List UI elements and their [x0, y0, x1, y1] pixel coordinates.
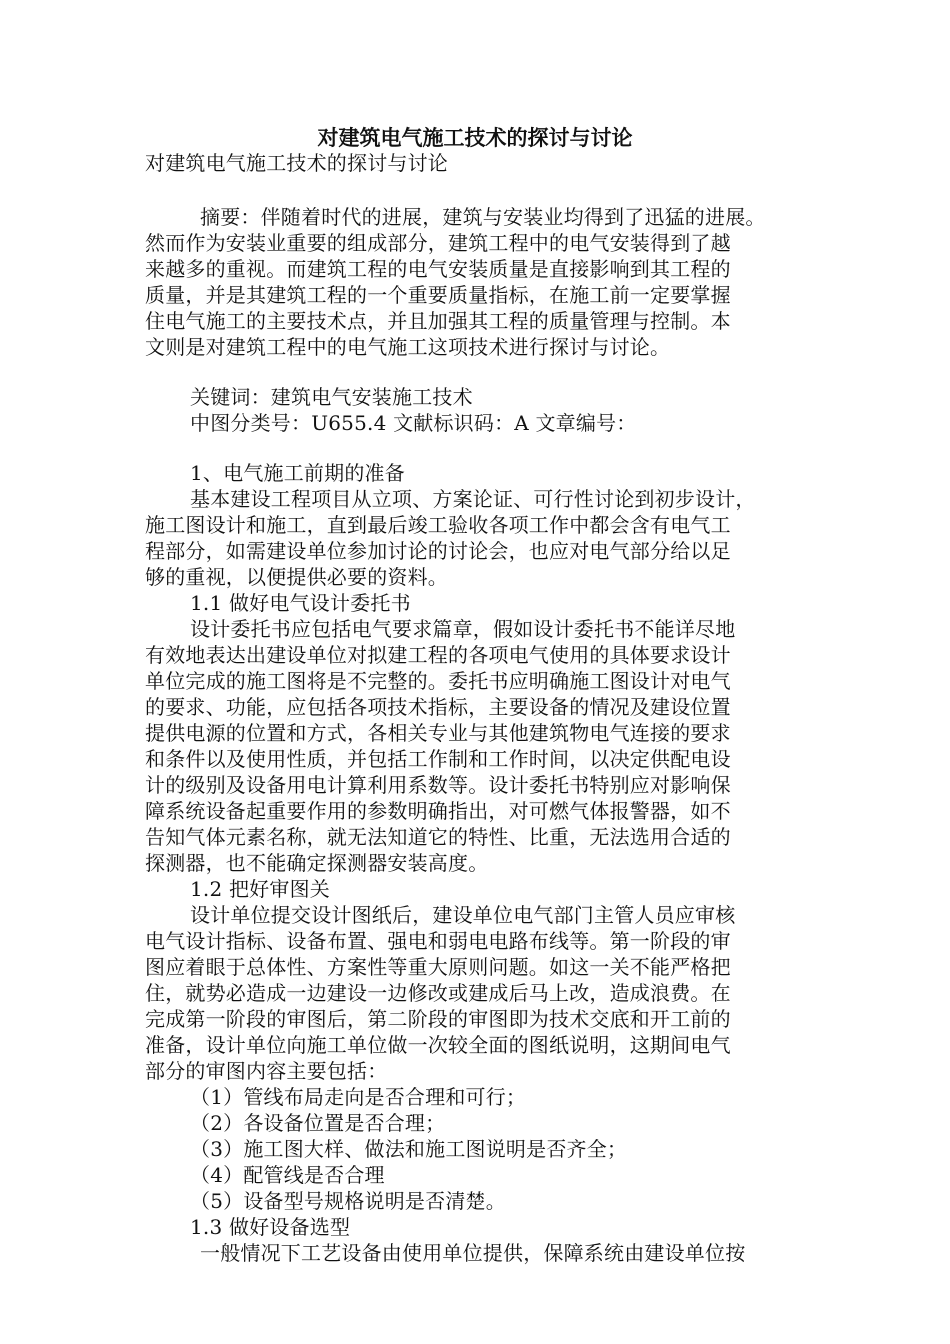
- text-line: 1.1 做好电气设计委托书: [190, 591, 411, 615]
- text-line: 1、电气施工前期的准备: [190, 461, 405, 485]
- text-line: 电气设计指标、设备布置、强电和弱电电路布线等。第一阶段的审: [145, 929, 731, 953]
- text-line: 图应着眼于总体性、方案性等重大原则问题。如这一关不能严格把: [145, 955, 731, 979]
- text-line: 部分的审图内容主要包括：: [145, 1059, 388, 1083]
- text-line: （3）施工图大样、做法和施工图说明是否齐全；: [190, 1137, 628, 1161]
- text-line: 提供电源的位置和方式，各相关专业与其他建筑物电气连接的要求: [145, 721, 731, 745]
- text-line: 设计委托书应包括电气要求篇章，假如设计委托书不能详尽地: [190, 617, 736, 641]
- text-line: 探测器，也不能确定探测器安装高度。: [145, 851, 489, 875]
- text-line: 有效地表达出建设单位对拟建工程的各项电气使用的具体要求设计: [145, 643, 731, 667]
- text-line: 障系统设备起重要作用的参数明确指出，对可燃气体报警器，如不: [145, 799, 731, 823]
- text-line: 基本建设工程项目从立项、方案论证、可行性讨论到初步设计，: [190, 487, 756, 511]
- text-line: 然而作为安装业重要的组成部分，建筑工程中的电气安装得到了越: [145, 231, 731, 255]
- text-line: 质量，并是其建筑工程的一个重要质量指标，在施工前一定要掌握: [145, 283, 731, 307]
- text-line: 的要求、功能，应包括各项技术指标，主要设备的情况及建设位置: [145, 695, 731, 719]
- text-line: （5）设备型号规格说明是否清楚。: [190, 1189, 506, 1213]
- text-line: 关键词：建筑电气安装施工技术: [190, 385, 473, 409]
- text-line: 施工图设计和施工，直到最后竣工验收各项工作中都会含有电气工: [145, 513, 731, 537]
- text-line: （4）配管线是否合理: [190, 1163, 385, 1187]
- text-line: 够的重视，以便提供必要的资料。: [145, 565, 448, 589]
- text-line: 来越多的重视。而建筑工程的电气安装质量是直接影响到其工程的: [145, 257, 731, 281]
- text-line: 住，就势必造成一边建设一边修改或建成后马上改，造成浪费。在: [145, 981, 731, 1005]
- text-line: 单位完成的施工图将是不完整的。委托书应明确施工图设计对电气: [145, 669, 731, 693]
- text-line: 住电气施工的主要技术点，并且加强其工程的质量管理与控制。本: [145, 309, 731, 333]
- text-line: 1.3 做好设备选型: [190, 1215, 351, 1239]
- text-line: 和条件以及使用性质，并包括工作制和工作时间，以决定供配电设: [145, 747, 731, 771]
- text-line: （2）各设备位置是否合理；: [190, 1111, 446, 1135]
- text-line: 中图分类号：U655.4 文献标识码：A 文章编号：: [190, 411, 637, 435]
- text-line: （1）管线布局走向是否合理和可行；: [190, 1085, 527, 1109]
- text-line: 告知气体元素名称，就无法知道它的特性、比重，无法选用合适的: [145, 825, 731, 849]
- text-line: 对建筑电气施工技术的探讨与讨论: [145, 151, 448, 175]
- document-title: 对建筑电气施工技术的探讨与讨论: [317, 125, 633, 150]
- text-line: 1.2 把好审图关: [190, 877, 330, 901]
- text-line: 设计单位提交设计图纸后，建设单位电气部门主管人员应审核: [190, 903, 736, 927]
- text-line: 准备，设计单位向施工单位做一次较全面的图纸说明，这期间电气: [145, 1033, 731, 1057]
- text-line: 文则是对建筑工程中的电气施工这项技术进行探讨与讨论。: [145, 335, 671, 359]
- text-line: 完成第一阶段的审图后，第二阶段的审图即为技术交底和开工前的: [145, 1007, 731, 1031]
- text-line: 计的级别及设备用电计算利用系数等。设计委托书特别应对影响保: [145, 773, 731, 797]
- text-line: 一般情况下工艺设备由使用单位提供，保障系统由建设单位按: [200, 1241, 746, 1265]
- text-line: 摘要：伴随着时代的进展，建筑与安装业均得到了迅猛的进展。: [200, 205, 766, 229]
- text-line: 程部分，如需建设单位参加讨论的讨论会，也应对电气部分给以足: [145, 539, 731, 563]
